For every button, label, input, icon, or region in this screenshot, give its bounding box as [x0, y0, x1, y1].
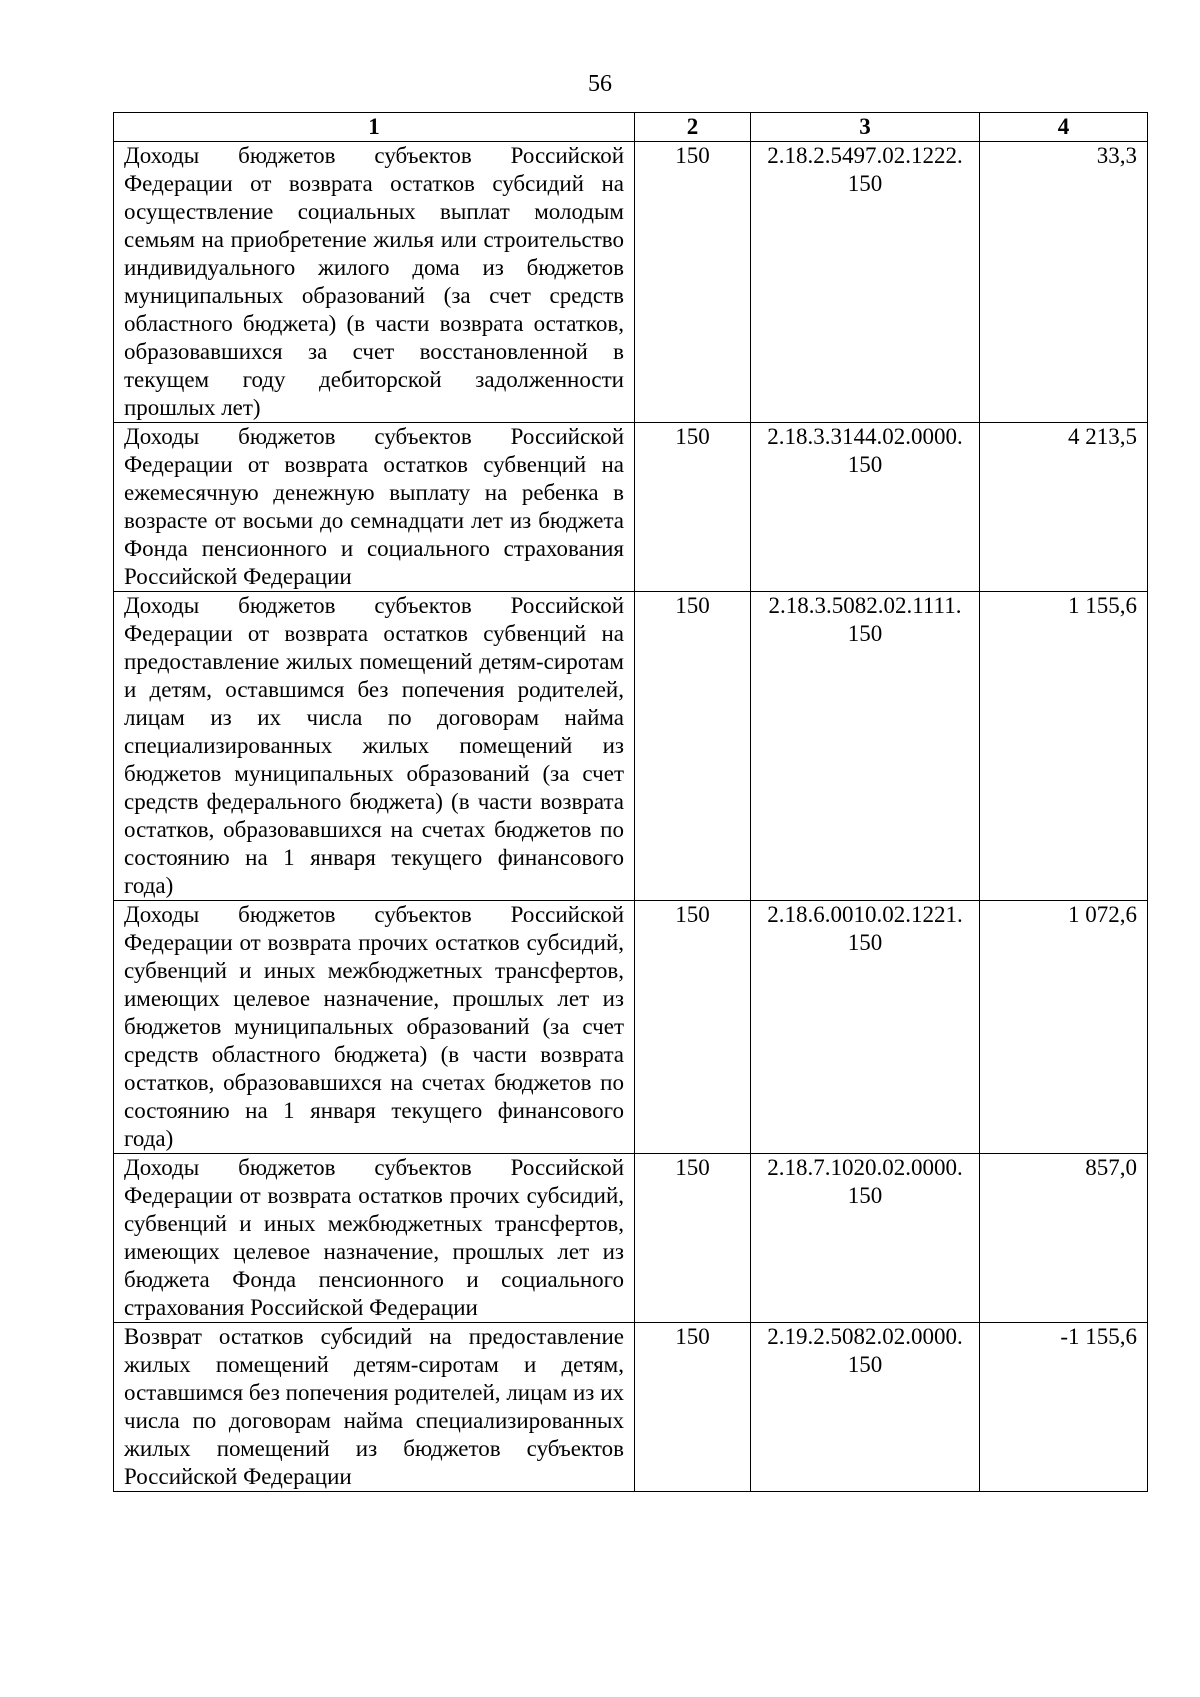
row-admin-code: 150 [635, 901, 751, 1154]
column-header-3: 3 [751, 113, 980, 142]
budget-code-line: 2.19.2.5082.02.0000. [767, 1324, 963, 1349]
table-row [114, 901, 1148, 1154]
budget-code-suffix: 150 [847, 452, 883, 477]
row-description: Доходы бюджетов субъектов Российской Федерации от возврата остатков субсидий на осуществление социальных выплат молодым семьям на приобретение жилья или строительство индивидуального жилого дома из бюджетов муниципальных образований (за счет средств областного бюджета) (в части возврата остатков, образовавшихся за счет восстановленной в текущем году дебиторской задолженности прошлых лет) [114, 142, 635, 423]
row-amount: 4 213,5 [980, 423, 1148, 592]
row-amount: 1 072,6 [980, 901, 1148, 1154]
row-admin-code: 150 [635, 1154, 751, 1323]
row-description: Доходы бюджетов субъектов Российской Федерации от возврата остатков субвенций на предоставление жилых помещений детям-сиротам и детям, оставшимся без попечения родителей, лицам из их числа по договорам найма специализированных жилых помещений из бюджетов муниципальных образований (за счет средств федерального бюджета) (в части возврата остатков, образовавшихся на счетах бюджетов по состоянию на 1 января текущего финансового года) [114, 592, 635, 901]
table-row [114, 1154, 1148, 1323]
budget-code-line: 2.18.3.5082.02.1111. [768, 593, 962, 618]
page-number: 56 [588, 71, 612, 97]
row-budget-code [751, 1323, 980, 1492]
row-amount: 1 155,6 [980, 592, 1148, 901]
column-header-4: 4 [980, 113, 1148, 142]
table-row [114, 1323, 1148, 1492]
row-budget-code [751, 1154, 980, 1323]
budget-code-suffix: 150 [847, 171, 883, 196]
budget-revenue-table [113, 112, 1148, 1492]
table-header-row [114, 113, 1148, 142]
row-admin-code: 150 [635, 423, 751, 592]
budget-code-line: 2.18.2.5497.02.1222. [767, 143, 963, 168]
budget-code-suffix: 150 [847, 621, 883, 646]
row-description: Доходы бюджетов субъектов Российской Федерации от возврата остатков прочих субсидий, субвенций и иных межбюджетных трансфертов, имеющих целевое назначение, прошлых лет из бюджета Фонда пенсионного и социального страхования Российской Федерации [114, 1154, 635, 1323]
row-admin-code: 150 [635, 142, 751, 423]
row-admin-code: 150 [635, 592, 751, 901]
row-budget-code [751, 423, 980, 592]
row-description: Возврат остатков субсидий на предоставление жилых помещений детям-сиротам и детям, оставшимся без попечения родителей, лицам из их числа по договорам найма специализированных жилых помещений из бюджетов субъектов Российской Федерации [114, 1323, 635, 1492]
row-amount: 33,3 [980, 142, 1148, 423]
row-budget-code [751, 592, 980, 901]
table-row [114, 142, 1148, 423]
row-amount: 857,0 [980, 1154, 1148, 1323]
row-admin-code: 150 [635, 1323, 751, 1492]
column-header-2: 2 [635, 113, 751, 142]
row-budget-code [751, 901, 980, 1154]
budget-code-line: 2.18.6.0010.02.1221. [767, 902, 963, 927]
column-header-1: 1 [114, 113, 635, 142]
budget-code-suffix: 150 [847, 1183, 883, 1208]
budget-code-line: 2.18.3.3144.02.0000. [767, 424, 963, 449]
row-description: Доходы бюджетов субъектов Российской Федерации от возврата остатков субвенций на ежемесячную денежную выплату на ребенка в возрасте от восьми до семнадцати лет из бюджета Фонда пенсионного и социального страхования Российской Федерации [114, 423, 635, 592]
table-row [114, 592, 1148, 901]
budget-code-suffix: 150 [847, 1352, 883, 1377]
row-amount: -1 155,6 [980, 1323, 1148, 1492]
budget-code-line: 2.18.7.1020.02.0000. [767, 1155, 963, 1180]
table-row [114, 423, 1148, 592]
row-budget-code [751, 142, 980, 423]
budget-code-suffix: 150 [847, 930, 883, 955]
row-description: Доходы бюджетов субъектов Российской Федерации от возврата прочих остатков субсидий, субвенций и иных межбюджетных трансфертов, имеющих целевое назначение, прошлых лет из бюджетов муниципальных образований (за счет средств областного бюджета) (в части возврата остатков, образовавшихся на счетах бюджетов по состоянию на 1 января текущего финансового года) [114, 901, 635, 1154]
